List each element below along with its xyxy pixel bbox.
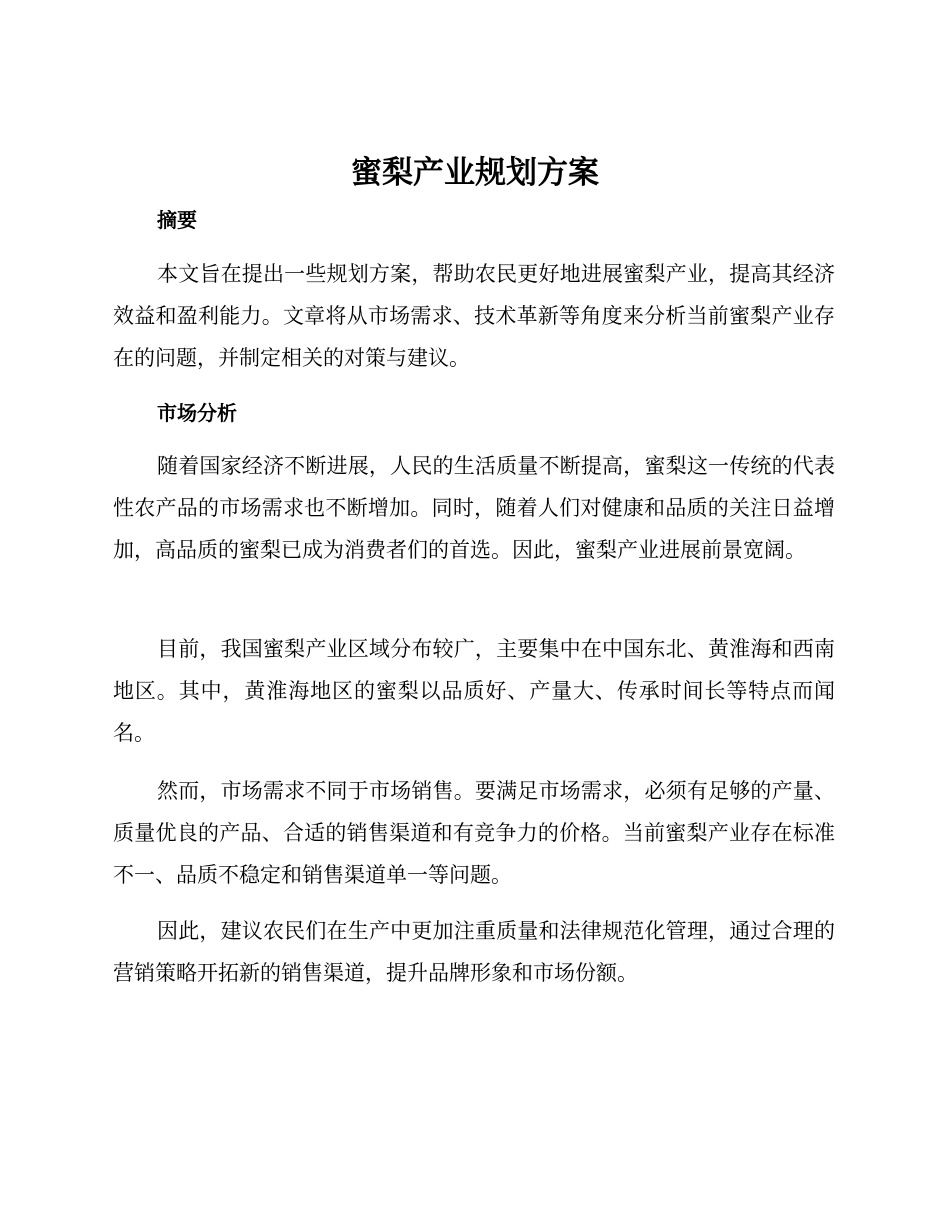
section-heading-abstract: 摘要 [157, 208, 197, 232]
section-heading-market-analysis: 市场分析 [157, 401, 237, 425]
abstract-paragraph: 本文旨在提出一些规划方案，帮助农民更好地进展蜜梨产业，提高其经济效益和盈利能力。文章将从市场需求、技术革新等角度来分析当前蜜梨产业存在的问题，并制定相关的对策与建议。 [113, 262, 835, 370]
market-paragraph-1: 随着国家经济不断进展，人民的生活质量不断提高，蜜梨这一传统的代表性农产品的市场需求也不断增加。同时，随着人们对健康和品质的关注日益增加，高品质的蜜梨已成为消费者们的首选。因此，蜜梨产业进展前景宽阔。 [113, 454, 835, 562]
market-paragraph-3: 然而，市场需求不同于市场销售。要满足市场需求，必须有足够的产量、质量优良的产品、合适的销售渠道和有竞争力的价格。当前蜜梨产业存在标准不一、品质不稳定和销售渠道单一等问题。 [113, 779, 835, 887]
market-paragraph-2: 目前，我国蜜梨产业区域分布较广，主要集中在中国东北、黄淮海和西南地区。其中，黄淮海地区的蜜梨以品质好、产量大、传承时间长等特点而闻名。 [113, 637, 835, 745]
document-title: 蜜梨产业规划方案 [351, 155, 599, 191]
market-paragraph-4: 因此，建议农民们在生产中更加注重质量和法律规范化管理，通过合理的营销策略开拓新的销售渠道，提升品牌形象和市场份额。 [113, 919, 835, 985]
